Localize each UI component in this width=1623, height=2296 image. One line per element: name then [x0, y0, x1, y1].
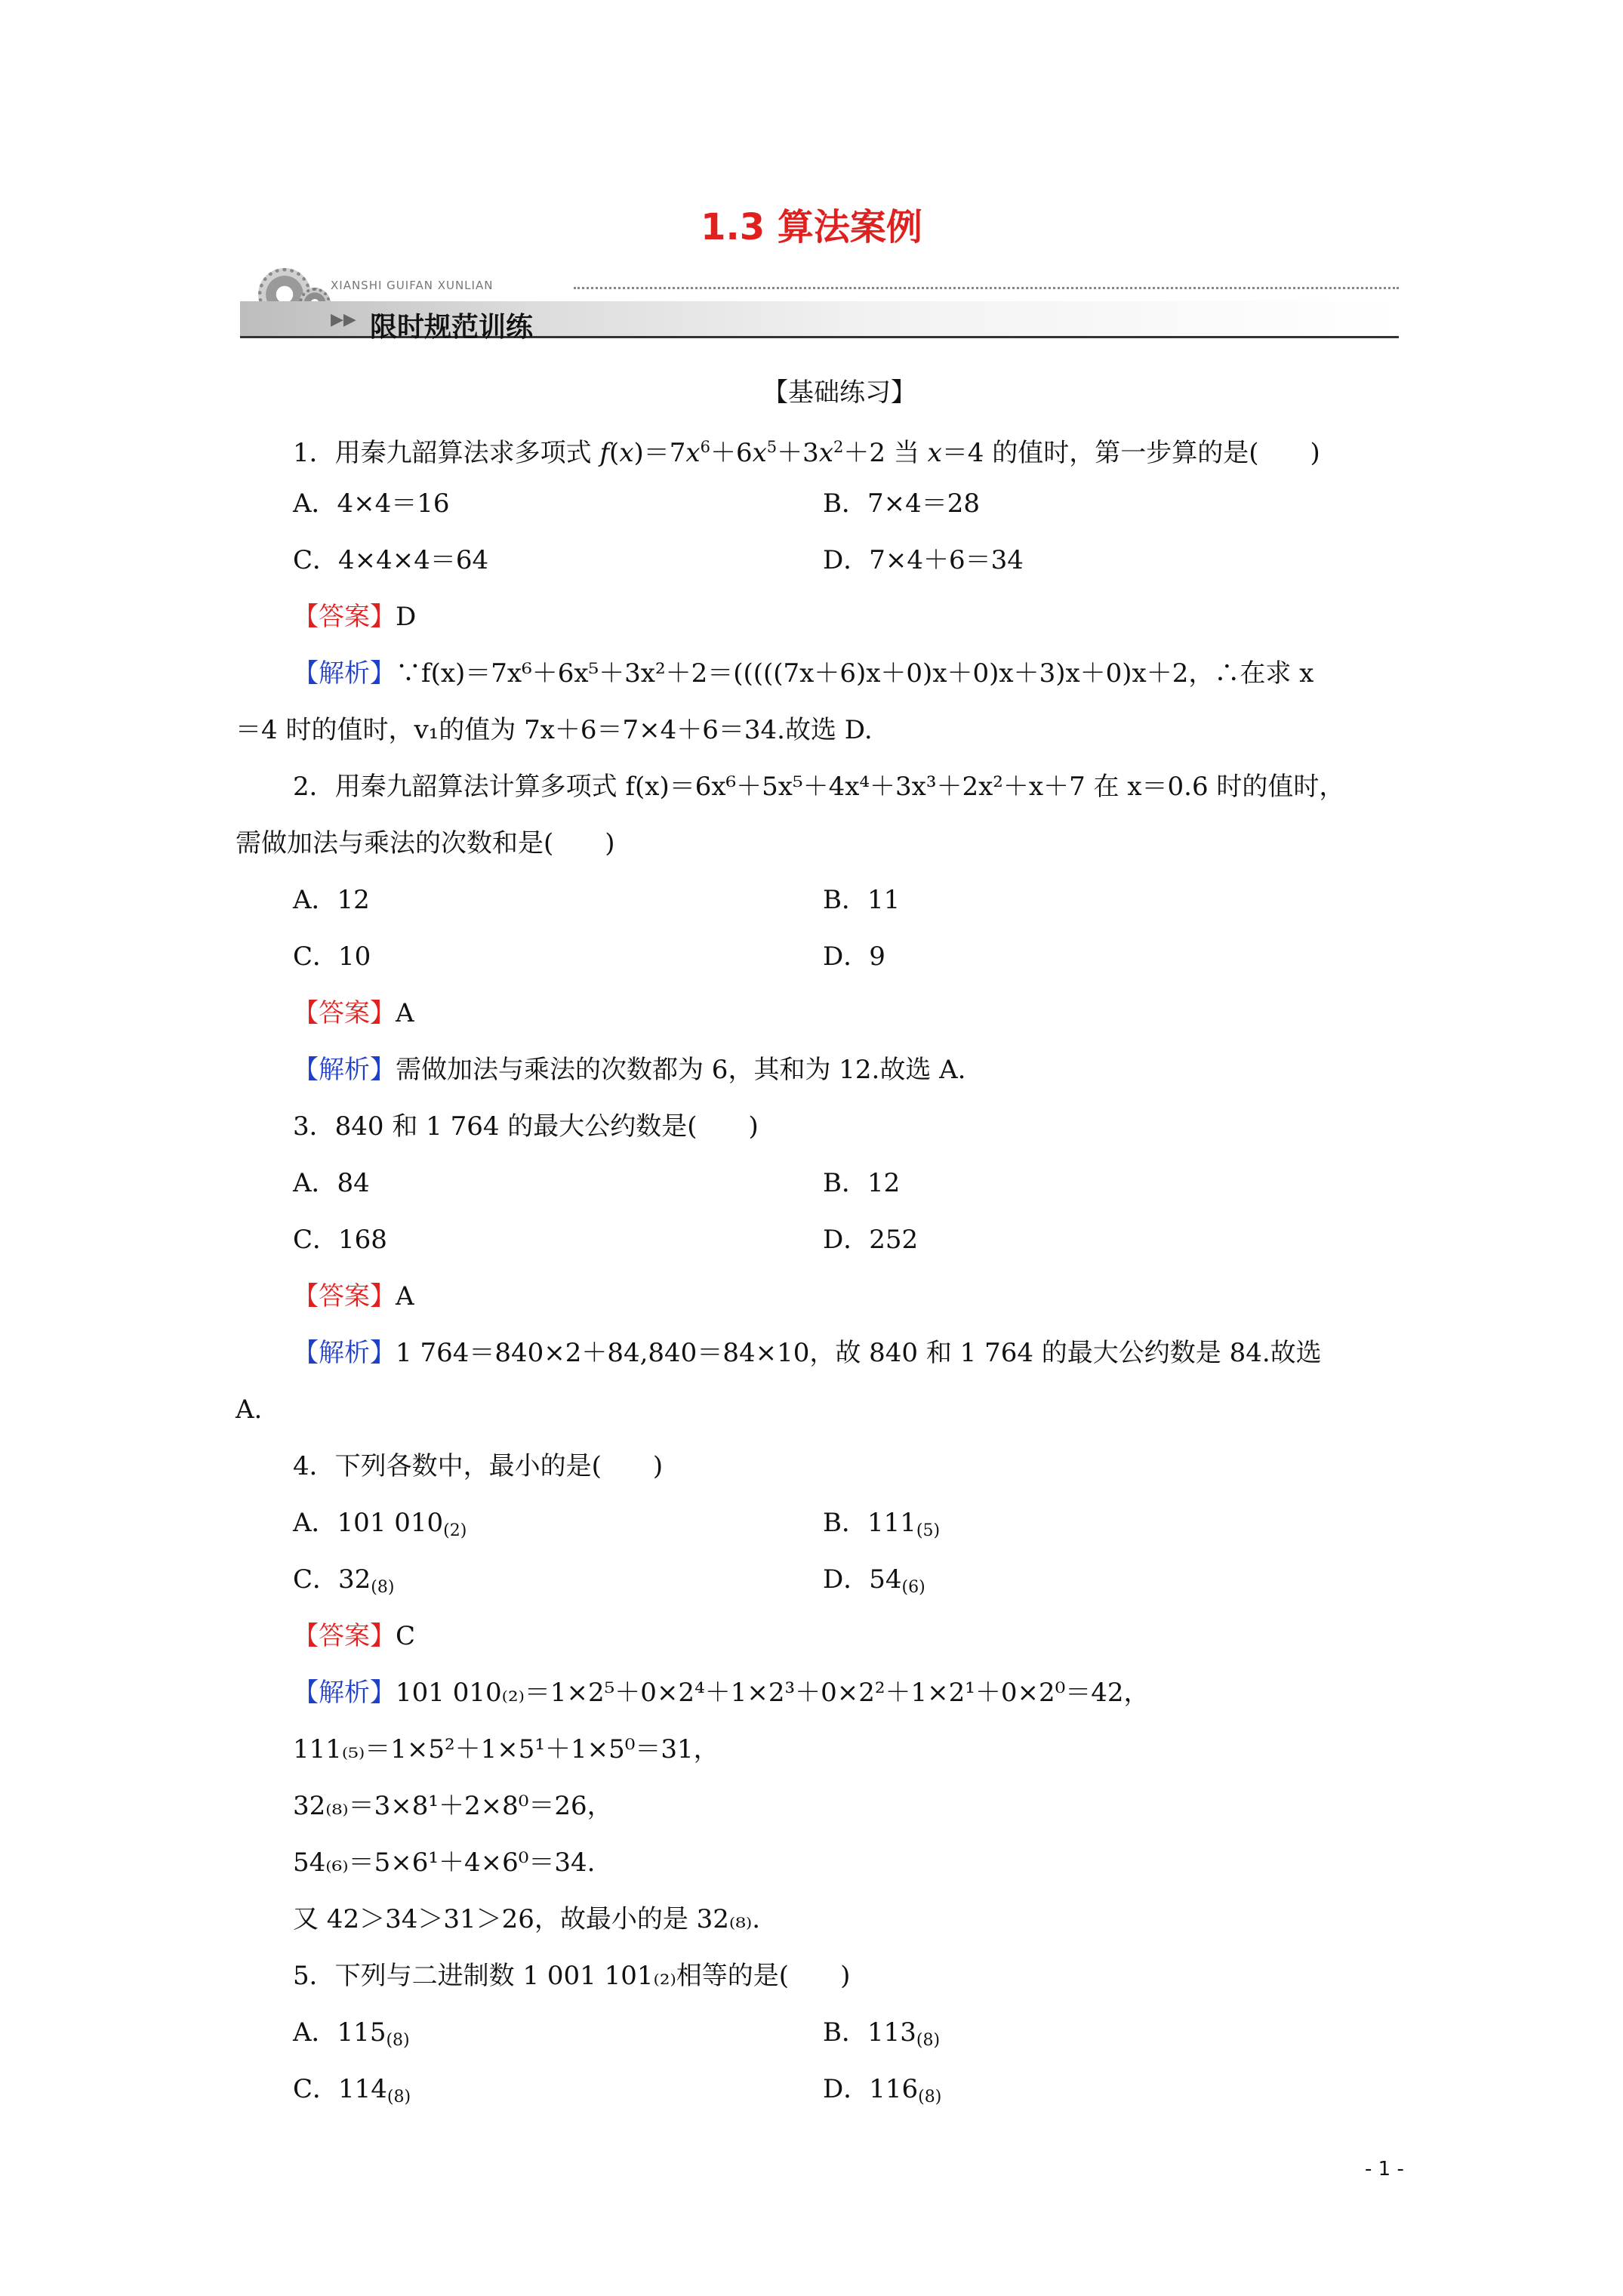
q1-option-a: A．4×4＝16: [293, 488, 450, 519]
q4-analysis-line-4: 54₍₆₎＝5×6¹＋4×6⁰＝34.: [293, 1848, 596, 1878]
q4-analysis-line-5: 又 42＞34＞31＞26，故最小的是 32₍₈₎.: [293, 1904, 761, 1934]
q5-option-d: D．$116_{(8)}$: [823, 2074, 942, 2106]
q1-answer: 【答案】D: [293, 602, 417, 632]
double-arrow-icon: ▶▶: [331, 310, 356, 329]
q2-option-c: C．10: [293, 942, 371, 972]
banner-title: 限时规范训练: [370, 312, 534, 343]
page-number: - 1 -: [1365, 2158, 1404, 2180]
q5-option-b: B．$113_{(8)}$: [823, 2017, 941, 2050]
banner-dotted-line: [574, 287, 1399, 289]
q5-option-c: C．$114_{(8)}$: [293, 2074, 411, 2106]
q2-analysis: 【解析】需做加法与乘法的次数都为 6，其和为 12.故选 A.: [293, 1055, 966, 1085]
question-1-stem: 1．用秦九韶算法求多项式 $f(x)=7x^6+6x^5+3x^2+2$ 当 x＝4 的值时，第一步算的是( ): [293, 438, 1320, 468]
q1-analysis-line-2: ＝4 时的值时，v₁的值为 7x＋6＝7×4＋6＝34.故选 D.: [236, 715, 873, 745]
q4-option-d: D．$54_{(6)}$: [823, 1564, 925, 1597]
q4-analysis-line-1: 【解析】101 010₍₂₎＝1×2⁵＋0×2⁴＋1×2³＋0×2²＋1×2¹＋0×2⁰＝42，: [293, 1678, 1150, 1708]
answer-label: 【答案】: [293, 602, 396, 632]
q3-option-b: B．12: [823, 1168, 901, 1198]
q3-analysis-line-2: A.: [236, 1395, 263, 1425]
question-4-stem: 4．下列各数中，最小的是( ): [293, 1451, 664, 1481]
q3-analysis-line-1: 【解析】1 764＝840×2＋84,840＝84×10，故 840 和 1 764 的最大公约数是 84.故选: [293, 1338, 1322, 1368]
section-heading: 【基础练习】: [762, 378, 916, 408]
page-title: 1.3 算法案例: [701, 206, 922, 248]
q3-answer: 【答案】A: [293, 1281, 414, 1311]
q5-option-a: A．$115_{(8)}$: [293, 2017, 410, 2050]
q2-answer: 【答案】A: [293, 998, 414, 1028]
q1-option-b: B．7×4＝28: [823, 488, 981, 519]
section-banner: [240, 268, 1399, 359]
q2-option-a: A．12: [293, 885, 370, 915]
question-2-stem-line-2: 需做加法与乘法的次数和是( ): [236, 828, 615, 858]
question-2-stem-line-1: 2．用秦九韶算法计算多项式 f(x)＝6x⁶＋5x⁵＋4x⁴＋3x³＋2x²＋x＋7 在 x＝0.6 时的值时，: [293, 772, 1345, 802]
q3-option-d: D．252: [823, 1225, 919, 1255]
question-5-stem: 5．下列与二进制数 1 001 101₍₂₎相等的是( ): [293, 1961, 851, 1991]
q2-option-b: B．11: [823, 885, 901, 915]
q3-option-c: C．168: [293, 1225, 387, 1255]
q2-option-d: D．9: [823, 942, 885, 972]
analysis-label: 【解析】: [293, 658, 396, 689]
q1-option-d: D．7×4＋6＝34: [823, 545, 1024, 575]
q4-option-c: C．$32_{(8)}$: [293, 1564, 395, 1597]
q4-answer: 【答案】C: [293, 1621, 416, 1651]
q3-option-a: A．84: [293, 1168, 370, 1198]
question-3-stem: 3．840 和 1 764 的最大公约数是( ): [293, 1111, 759, 1142]
q1-analysis-line-1: 【解析】∵f(x)＝7x⁶＋6x⁵＋3x²＋2＝(((((7x＋6)x＋0)x＋0)x＋3)x＋0)x＋2，∴在求 x: [293, 658, 1314, 689]
q4-option-b: B．$111_{(5)}$: [823, 1508, 941, 1540]
q4-analysis-line-2: 111₍₅₎＝1×5²＋1×5¹＋1×5⁰＝31，: [293, 1734, 719, 1764]
q1-option-c: C．4×4×4＝64: [293, 545, 489, 575]
banner-pinyin: XIANSHI GUIFAN XUNLIAN: [331, 279, 494, 292]
q4-option-a: A．101 $010_{(2)}$: [293, 1508, 467, 1540]
q4-analysis-line-3: 32₍₈₎＝3×8¹＋2×8⁰＝26，: [293, 1791, 613, 1821]
